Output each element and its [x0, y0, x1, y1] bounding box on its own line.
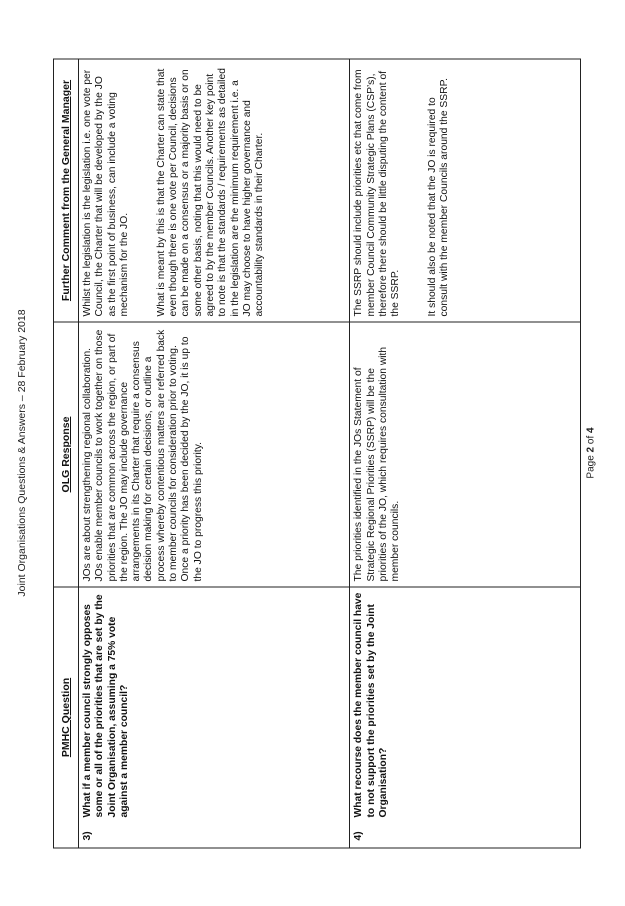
- page-header: Joint Organisations Questions & Answers – 28 February 2018: [16, 309, 28, 597]
- question-text: What recourse does the member council have to not support the priorities set by the Joint Organisation?: [353, 592, 389, 817]
- question-cell: [350, 587, 581, 848]
- comment-cell: [79, 59, 350, 322]
- page-label: Page: [585, 452, 597, 479]
- header-olg-response: OLG Response: [54, 322, 79, 587]
- qa-table-container: [53, 59, 581, 848]
- header-gm-comment: Further Comment from the General Manager: [54, 59, 79, 322]
- table-row: [350, 59, 581, 848]
- page-footer: [586, 427, 597, 478]
- question-cell: [79, 587, 350, 848]
- page-number: 2: [585, 446, 597, 453]
- page-total: 4: [585, 427, 597, 433]
- qa-table: [53, 58, 581, 848]
- question-text: What if a member council strongly opposes some or all of the priorities that are set by the Joint Organisation, assuming a 75% vote against a member council?: [82, 593, 130, 817]
- table-row: [79, 59, 350, 848]
- response-cell: [350, 322, 581, 587]
- comment-paragraph: It should also be noted that the JO is required to consult with the member Councils around the SSRP.: [427, 77, 451, 316]
- page-of-label: of: [585, 432, 597, 447]
- comment-paragraph: Whilst the legislation is the legislation i.e. one vote per Council, the Charter that will be developed by the JO as the first point of business, can include a voting mechanism for the JO.: [82, 69, 130, 316]
- question-number: 3): [82, 830, 93, 840]
- table-header-row: [54, 59, 79, 848]
- comment-paragraph: The SSRP should include priorities etc that come from member Council Community Strategic Plans (CSP’s), therefore there should be little disputing the content of the SSRP.: [353, 68, 402, 316]
- question-number: 4): [353, 830, 365, 840]
- response-cell: [79, 322, 350, 587]
- response-text: JOs are about strengthening regional collaboration. JOs enable member councils to work together on those priorities that are common across the region, or part of the region. The JO may include governance arrangements in its Charter that require a consensus decision making for certain decisions, or outline a process whereby contentious matters are referred back to member councils for consideration prior to voting. Once a priority has been decided by the JO, it is up to the JO to progress this priority.: [82, 329, 204, 581]
- comment-cell: [350, 59, 581, 322]
- comment-paragraph: What is meant by this is that the Charter can state that even though there is one vote per Council, decisions can be made on a consensus or a majority basis or on some other basis, noting that this would need to be agreed to by the member Councils. Another key point to note is that the standards / requirements as detailed in the legislation are the minimum requirement i.e. a JO may choose to have higher governance and accountability standards in their Charter.: [155, 67, 266, 316]
- response-text: The priorities identified in the JOs Statement of Strategic Regional Priorities (SSRP) will be the priorities of the JO, which requires consultation with member councils.: [353, 346, 402, 581]
- header-pmhc-question: PMHC Question: [54, 587, 79, 848]
